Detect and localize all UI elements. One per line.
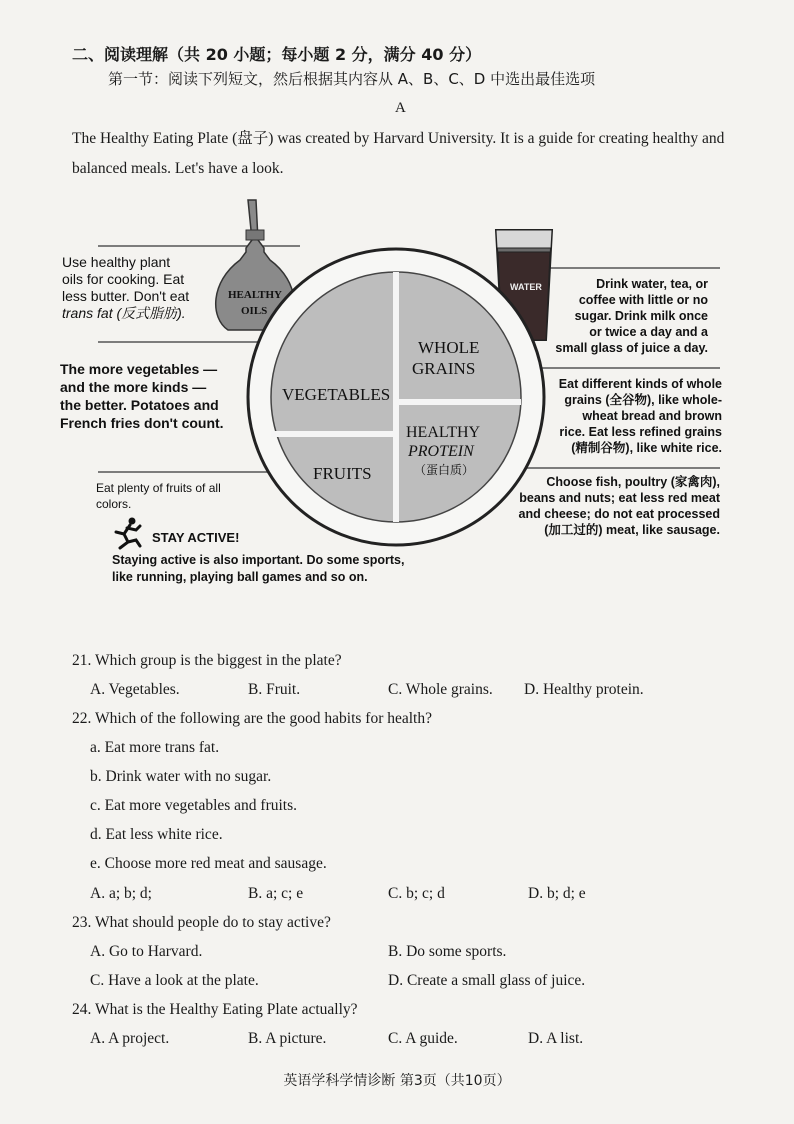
q21-option-d[interactable]: D. Healthy protein. [524, 681, 644, 698]
grains-line-1: Eat different kinds of whole [558, 377, 722, 391]
vegetables-advice [60, 360, 224, 432]
q22-option-d[interactable]: D. b; d; e [528, 885, 586, 902]
stay-active-title: STAY ACTIVE! [152, 530, 240, 545]
grains-advice [536, 376, 722, 456]
q22-item-c: c. Eat more vegetables and fruits. [90, 797, 298, 814]
oils-label-1: HEALTHY [228, 289, 283, 301]
question-23-stem: 23. What should people do to stay active? [72, 914, 331, 931]
oils-label-2: OILS [241, 305, 268, 317]
plate-label-whole: WHOLE [418, 338, 480, 357]
q22-item-a: a. Eat more trans fat. [90, 739, 220, 756]
plate-label-fruits: FRUITS [313, 464, 372, 483]
grains-line-2: grains (全谷物), like whole- [564, 393, 722, 407]
active-line-1: Staying active is also important. Do some sports, [112, 553, 405, 567]
oils-line-2: oils for cooking. Eat [62, 271, 185, 287]
grains-line-4: rice. Eat less refined grains [559, 425, 722, 439]
protein-line-2: beans and nuts; eat less red meat [519, 491, 720, 505]
section-title: 二、阅读理解（共 20 小题；每小题 2 分，满分 40 分） [72, 45, 482, 64]
oils-line-3: less butter. Don't eat [62, 288, 190, 304]
protein-line-1: Choose fish, poultry (家禽肉), [546, 475, 720, 489]
oils-advice [62, 254, 189, 322]
water-line-5: small glass of juice a day. [555, 341, 708, 355]
water-label: WATER [510, 282, 542, 292]
q21-option-b[interactable]: B. Fruit. [248, 681, 301, 698]
q22-item-e: e. Choose more red meat and sausage. [90, 855, 327, 872]
question-24-stem: 24. What is the Healthy Eating Plate actually? [72, 1001, 358, 1018]
question-21-stem: 21. Which group is the biggest in the plate? [72, 652, 342, 669]
fruit-line-2: colors. [96, 497, 132, 511]
plate-label-grains: GRAINS [412, 359, 476, 378]
q23-option-a[interactable]: A. Go to Harvard. [90, 943, 203, 960]
q24-option-b[interactable]: B. A picture. [248, 1030, 327, 1047]
active-line-2: like running, playing ball games and so on. [112, 570, 368, 584]
protein-advice [504, 474, 720, 538]
q21-option-a[interactable]: A. Vegetables. [90, 681, 180, 698]
stay-active-text [112, 552, 404, 586]
fruit-line-1: Eat plenty of fruits of all [96, 481, 221, 495]
protein-line-3: and cheese; do not eat processed [518, 507, 720, 521]
q23-option-b[interactable]: B. Do some sports. [388, 943, 507, 960]
oils-line-4: trans fat (反式脂肪). [62, 305, 186, 321]
water-line-4: or twice a day and a [589, 325, 708, 339]
veg-line-2: and the more kinds — [60, 379, 207, 395]
q24-option-c[interactable]: C. A guide. [388, 1030, 458, 1047]
q23-option-d[interactable]: D. Create a small glass of juice. [388, 972, 586, 989]
water-line-2: coffee with little or no [578, 293, 708, 307]
section-subtitle: 第一节：阅读下列短文，然后根据其内容从 A、B、C、D 中选出最佳选项 [108, 70, 596, 88]
protein-line-4: (加工过的) meat, like sausage. [544, 523, 720, 537]
plate-label-vegetables: VEGETABLES [282, 385, 391, 404]
q23-option-c[interactable]: C. Have a look at the plate. [90, 972, 259, 989]
page-footer: 英语学科学情诊断 第3页（共10页） [283, 1073, 511, 1089]
plate-label-protein: PROTEIN [408, 443, 474, 460]
veg-line-1: The more vegetables — [60, 361, 218, 377]
veg-line-4: French fries don't count. [60, 415, 224, 431]
passage-letter: A [395, 100, 406, 116]
passage-intro: The Healthy Eating Plate (盘子) was created by Harvard University. It is a guide for creating healthy and balanced meals. Let's have a look. [72, 130, 725, 177]
plate-label-healthy: HEALTHY [406, 424, 481, 441]
q22-option-c[interactable]: C. b; c; d [388, 885, 445, 902]
q24-option-a[interactable]: A. A project. [90, 1030, 170, 1047]
water-advice [548, 276, 708, 356]
q24-option-d[interactable]: D. A list. [528, 1030, 584, 1047]
q22-item-d: d. Eat less white rice. [90, 826, 223, 843]
q22-item-b: b. Drink water with no sugar. [90, 768, 272, 785]
q22-option-b[interactable]: B. a; c; e [248, 885, 304, 902]
q22-option-a[interactable]: A. a; b; d; [90, 885, 152, 902]
fruits-advice [96, 480, 221, 512]
running-person-icon [116, 518, 140, 549]
q21-option-c[interactable]: C. Whole grains. [388, 681, 493, 698]
grains-line-3: wheat bread and brown [582, 409, 722, 423]
plate-label-protein-cn: （蛋白质） [414, 463, 475, 477]
water-line-3: sugar. Drink milk once [574, 309, 708, 323]
question-22-stem: 22. Which of the following are the good habits for health? [72, 710, 432, 727]
oils-line-1: Use healthy plant [62, 254, 171, 270]
water-line-1: Drink water, tea, or [596, 277, 708, 291]
healthy-eating-plate-figure [0, 190, 794, 610]
veg-line-3: the better. Potatoes and [60, 397, 219, 413]
grains-line-5: (精制谷物), like white rice. [571, 441, 722, 455]
